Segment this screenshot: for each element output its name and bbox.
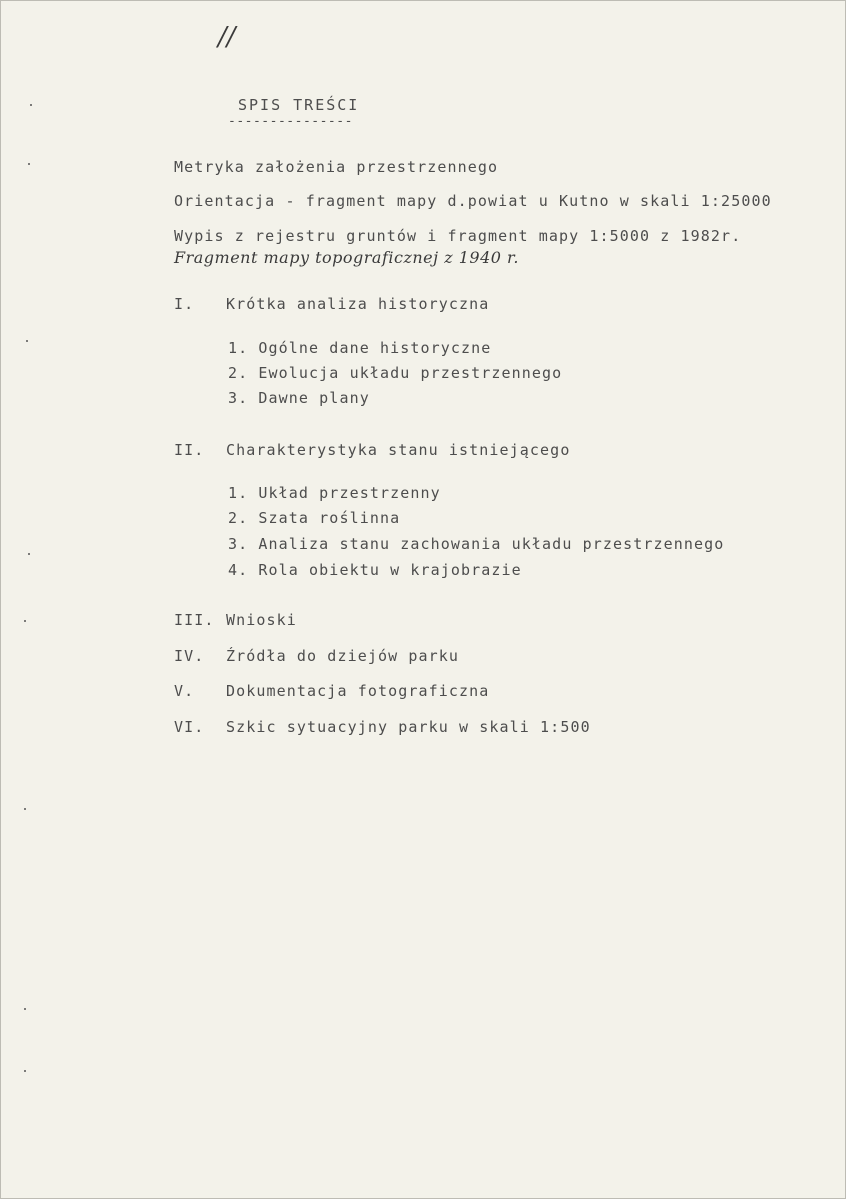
handwritten-note: Fragment mapy topograficznej z 1940 r. [174,248,519,267]
section-numeral: I. [174,295,195,313]
handwritten-mark: // [218,22,236,52]
section-title: Wnioski [226,611,297,629]
margin-dot [30,104,32,106]
section-6-heading [174,718,591,736]
section-2-item-4: 4. Rola obiektu w krajobrazie [228,561,522,579]
section-2-item-3: 3. Analiza stanu zachowania układu przestrzennego [228,535,725,553]
section-numeral: VI. [174,718,205,736]
section-5-heading [174,682,489,700]
page-title: SPIS TREŚCI [238,96,360,114]
section-3-heading [174,611,297,629]
section-1-item-3: 3. Dawne plany [228,389,370,407]
margin-dot [24,1070,26,1072]
section-numeral: II. [174,441,205,459]
section-title: Szkic sytuacyjny parku w skali 1:500 [226,718,591,736]
section-numeral: IV. [174,647,205,665]
section-title: Charakterystyka stanu istniejącego [226,441,571,459]
intro-line-2: Orientacja - fragment mapy d.powiat u Kutno w skali 1:25000 [174,192,772,210]
margin-dot [28,163,30,165]
section-2-item-1: 1. Układ przestrzenny [228,484,441,502]
section-title: Źródła do dziejów parku [226,647,460,665]
intro-line-3: Wypis z rejestru gruntów i fragment mapy 1:5000 z 1982r. [174,227,742,245]
title-underline: --------------- [228,114,353,129]
section-title: Krótka analiza historyczna [226,295,490,313]
margin-dot [24,620,26,622]
section-2-item-2: 2. Szata roślinna [228,509,401,527]
section-numeral: V. [174,682,195,700]
section-1-item-2: 2. Ewolucja układu przestrzennego [228,364,563,382]
margin-dot [24,1008,26,1010]
section-4-heading [174,647,459,665]
section-title: Dokumentacja fotograficzna [226,682,490,700]
intro-line-1: Metryka założenia przestrzennego [174,158,499,176]
section-2-heading [174,441,570,459]
margin-dot [28,553,30,555]
margin-dot [24,808,26,810]
section-1-heading [174,295,489,313]
margin-dot [26,340,28,342]
section-numeral: III. [174,611,215,629]
section-1-item-1: 1. Ogólne dane historyczne [228,339,492,357]
